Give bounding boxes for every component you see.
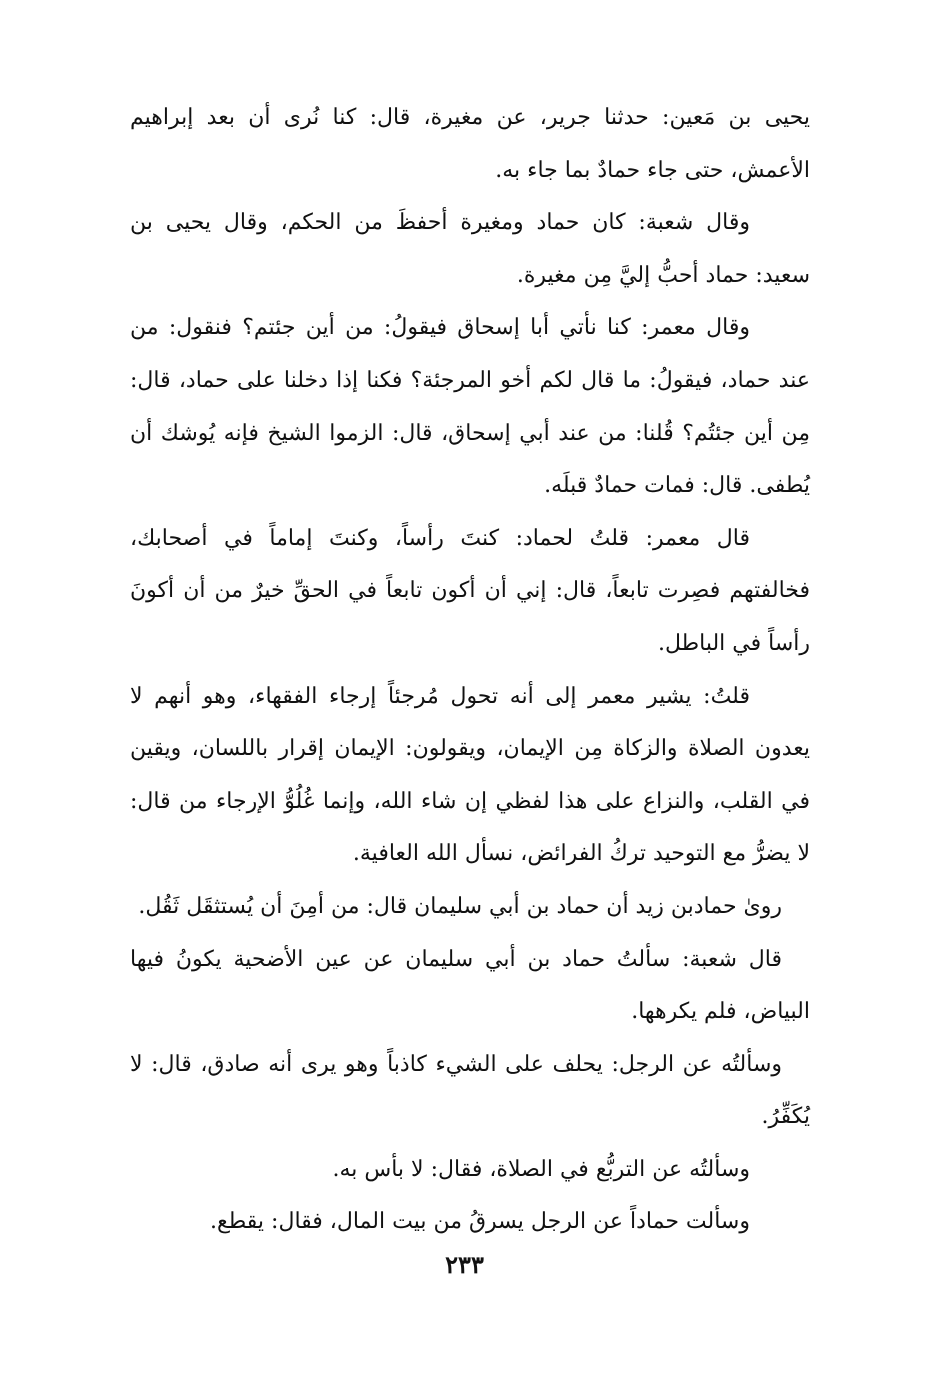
- paragraph: قلتُ: يشير معمر إلى أنه تحول مُرجئاً إرجاء الفقهاء، وهو أنهم لا يعدون الصلاة والزكاة مِن الإيمان، ويقولون: الإيمان إقرار باللسان، ويقين في القلب، والنزاع على هذا لفظي إن شاء الله، وإنما غُلُوُّ الإرجاء من قال: لا يضرُّ مع التوحيد تركُ الفرائض، نسأل الله العافية.: [130, 683, 810, 867]
- paragraph: وقال شعبة: كان حماد ومغيرة أحفظَ من الحكم، وقال يحيى بن سعيد: حماد أحبُّ إليَّ مِن مغيرة.: [130, 210, 810, 288]
- paragraph: قال معمر: قلتُ لحماد: كنتَ رأساً، وكنتَ إماماً في أصحابك، فخالفتهم فصِرت تابعاً، قال: إني أن أكون تابعاً في الحقِّ خيرٌ من أن أكونَ رأساً في الباطل.: [130, 525, 810, 656]
- paragraph: قال شعبة: سألتُ حماد بن أبي سليمان عن عين الأضحية يكونُ فيها البياض، فلم يكرهها.: [130, 946, 810, 1025]
- paragraph: وسألت حماداً عن الرجل يسرقُ من بيت المال، فقال: يقطع.: [210, 1209, 750, 1235]
- paragraph: يحيى بن مَعين: حدثنا جرير، عن مغيرة، قال: كنا نُرى أن بعد إبراهيم الأعمش، حتى جاء حمادٌ بما جاء به.: [130, 105, 810, 183]
- paragraph: وقال معمر: كنا نأتي أبا إسحاق فيقولُ: من أين جئتم؟ فنقول: من عند حماد، فيقولُ: ما قال لكم أخو المرجئة؟ فكنا إذا دخلنا على حماد، قال: مِن أين جئتُم؟ قُلنا: من عند أبي إسحاق، قال: الزموا الشيخ فإنه يُوشك أن يُطفى. قال: فمات حمادٌ قبلَه.: [130, 315, 810, 499]
- paragraph: وسألتُه عن الرجل: يحلف على الشيء كاذباً وهو يرى أنه صادق، قال: لا يُكَفِّرُ.: [130, 1051, 810, 1130]
- paragraph: روىٰ حمادبن زيد أن حماد بن أبي سليمان قال: من أمِنَ أن يُستثقَل ثَقُل.: [138, 893, 782, 919]
- page-number: ٢٣٣: [445, 1250, 484, 1279]
- paragraph: وسألتُه عن التربُّع في الصلاة، فقال: لا بأس به.: [332, 1156, 750, 1182]
- page-body: [130, 92, 810, 1249]
